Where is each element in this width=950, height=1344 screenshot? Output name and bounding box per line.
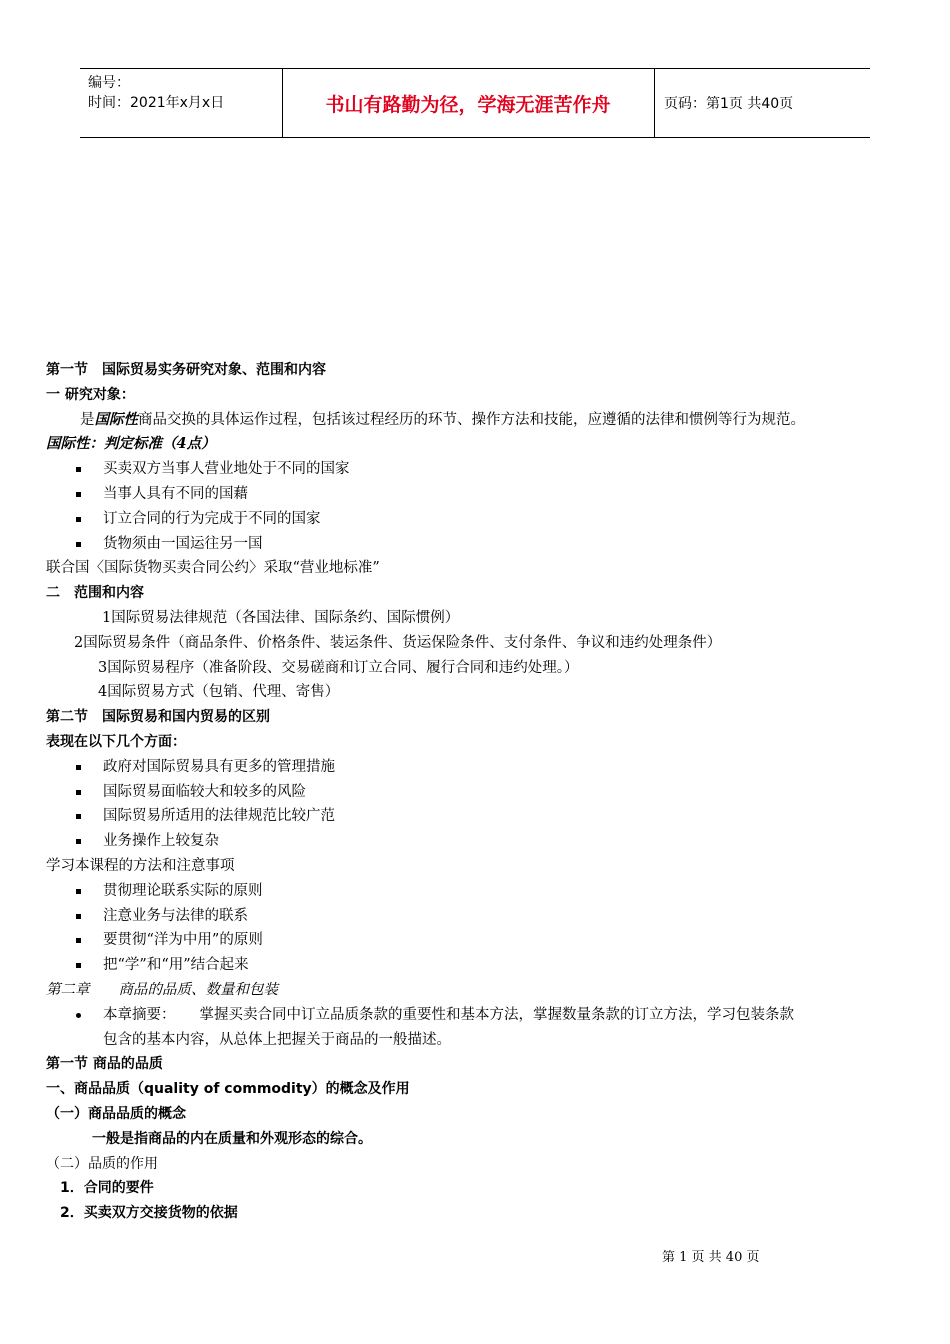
list-item: 1．合同的要件 xyxy=(60,1180,154,1197)
list-item xyxy=(46,755,916,780)
list-item-text: 政府对国际贸易具有更多的管理措施 xyxy=(103,758,335,775)
scope-item: 2国际贸易条件（商品条件、价格条件、装运条件、货运保险条件、支付条件、争议和违约处理条件） xyxy=(74,634,722,651)
paragraph: 联合国〈国际货物买卖合同公约〉采取“营业地标准” xyxy=(46,560,380,577)
list-item xyxy=(46,507,916,532)
chapter-title: 第二章 商品的品质、数量和包装 xyxy=(46,981,278,998)
chapter-summary-cont: 包含的基本内容，从总体上把握关于商品的一般描述。 xyxy=(103,1031,451,1048)
number-label: 编号： xyxy=(88,75,130,91)
scope-item: 4国际贸易方式（包销、代理、寄售） xyxy=(98,684,340,701)
list-item-text: 贯彻理论联系实际的原则 xyxy=(103,882,263,899)
section-title: 第二节 国际贸易和国内贸易的区别 xyxy=(46,709,270,726)
list-item-text: 当事人具有不同的国藉 xyxy=(103,485,248,502)
list-item xyxy=(46,780,916,805)
section-title: 第一节 国际贸易实务研究对象、范围和内容 xyxy=(46,362,326,378)
subsection-title: 二 范围和内容 xyxy=(46,585,144,602)
scope-item: 3国际贸易程序（准备阶段、交易磋商和订立合同、履行合同和违约处理。） xyxy=(98,659,579,676)
paragraph: 一般是指商品的内在质量和外观形态的综合。 xyxy=(92,1130,372,1147)
bullet-icon xyxy=(76,963,81,968)
document-body xyxy=(46,358,916,1226)
list-item xyxy=(46,928,916,953)
subsection-title: （一）商品品质的概念 xyxy=(46,1105,186,1122)
bullet-icon xyxy=(76,765,81,770)
list-item: 2．买卖双方交接货物的依据 xyxy=(60,1205,238,1222)
paragraph xyxy=(46,408,916,433)
list-item-text: 注意业务与法律的联系 xyxy=(103,907,248,924)
bullet-icon xyxy=(76,517,81,522)
text: 是 xyxy=(80,411,95,428)
bullet-icon xyxy=(76,914,81,919)
list-item-text: 货物须由一国运往另一国 xyxy=(103,535,263,552)
subsection-title: （二）品质的作用 xyxy=(46,1155,158,1172)
text: 商品交换的具体运作过程，包括该过程经历的环节、操作方法和技能，应遵循的法律和惯例等行为规范。 xyxy=(138,411,805,428)
subsection-title: 表现在以下几个方面： xyxy=(46,733,186,750)
list-item-text: 要贯彻“洋为中用”的原则 xyxy=(103,932,263,949)
bullet-icon xyxy=(76,542,81,547)
divider xyxy=(654,69,655,137)
section-title: 第一节 商品的品质 xyxy=(46,1056,163,1073)
summary-label: 本章摘要： xyxy=(103,1006,176,1023)
list-item xyxy=(46,904,916,929)
list-item xyxy=(46,482,916,507)
bullet-icon xyxy=(76,889,81,894)
list-item xyxy=(46,532,916,557)
list-item-text: 把“学”和“用”结合起来 xyxy=(103,957,249,974)
criteria-title: 国际性：判定标准（4点） xyxy=(46,435,216,453)
list-item-text: 业务操作上较复杂 xyxy=(103,833,219,850)
list-item-text: 买卖双方当事人营业地处于不同的国家 xyxy=(103,461,350,478)
bullet-icon xyxy=(76,839,81,844)
chapter-summary xyxy=(46,1003,916,1028)
list-item xyxy=(46,829,916,854)
bullet-icon xyxy=(76,938,81,943)
emphasis: 国际性 xyxy=(94,410,138,428)
list-item xyxy=(46,879,916,904)
list-item-text: 国际贸易面临较大和较多的风险 xyxy=(103,783,306,800)
summary-text: 掌握买卖合同中订立品质条款的重要性和基本方法，掌握数量条款的订立方法，学习包装条款 xyxy=(199,1006,794,1023)
page-label: 页码：第1页 共40页 xyxy=(664,96,794,112)
bullet-icon xyxy=(76,467,81,472)
motto: 书山有路勤为径，学海无涯苦作舟 xyxy=(325,93,611,116)
bullet-icon xyxy=(76,814,81,819)
list-item xyxy=(46,953,916,978)
subsection-title: 一 研究对象： xyxy=(46,386,135,403)
subsection-title: 一、商品品质（quality of commodity）的概念及作用 xyxy=(46,1081,410,1098)
paragraph: 学习本课程的方法和注意事项 xyxy=(46,857,235,874)
page-footer: 第 1 页 共 40 页 xyxy=(662,1250,760,1265)
bullet-icon xyxy=(76,1013,81,1018)
time-label: 时间：2021年x月x日 xyxy=(88,95,225,111)
scope-item: 1国际贸易法律规范（各国法律、国际条约、国际惯例） xyxy=(102,609,460,626)
header-meta xyxy=(88,73,224,113)
bullet-icon xyxy=(76,492,81,497)
bullet-icon xyxy=(76,790,81,795)
list-item xyxy=(46,457,916,482)
header-table xyxy=(80,68,870,138)
list-item-text: 国际贸易所适用的法律规范比较广范 xyxy=(103,808,335,825)
list-item xyxy=(46,804,916,829)
list-item-text: 订立合同的行为完成于不同的国家 xyxy=(103,510,321,527)
